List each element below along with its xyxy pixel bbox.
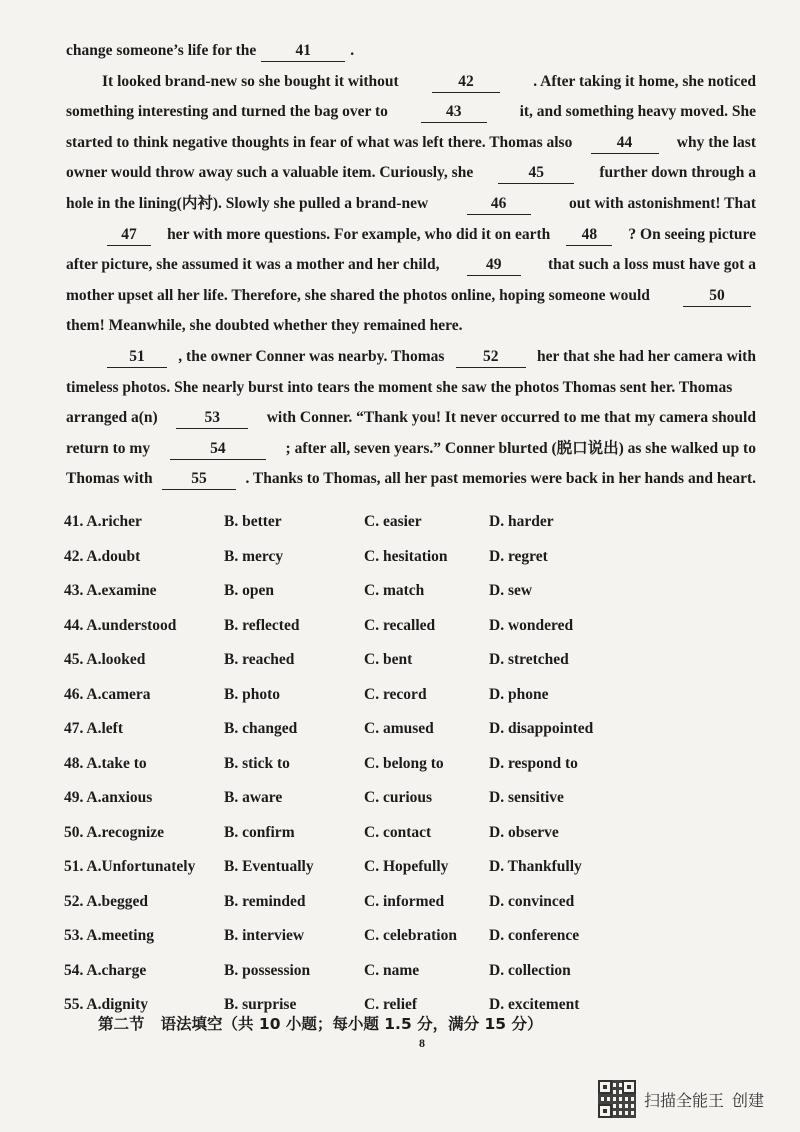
- passage-text: started to think negative thoughts in fear of what was left there. Thomas also: [66, 133, 573, 151]
- watermark-app-name: 扫描全能王: [644, 1090, 725, 1110]
- option-text: changed: [242, 720, 298, 737]
- passage-line: [66, 403, 756, 434]
- option-d: D. disappointed: [489, 720, 594, 737]
- passage-text: arranged a(n): [66, 409, 158, 427]
- section-label: 第二节: [98, 1015, 145, 1033]
- option-text: Thankfully: [507, 858, 582, 875]
- passage-line: [66, 158, 756, 189]
- option-text: sew: [507, 582, 533, 599]
- passage-text: out with astonishment! That: [568, 194, 756, 212]
- passage-text: It looked brand-new so she bought it without: [102, 72, 399, 90]
- passage-line: [66, 434, 756, 465]
- blank-48: 48: [566, 225, 612, 246]
- blank-46: 46: [467, 194, 531, 215]
- passage-line: [66, 36, 756, 67]
- option-text: richer: [101, 513, 142, 530]
- option-text: bent: [382, 651, 413, 668]
- passage-text: her that she had her camera with: [536, 347, 756, 365]
- option-row-52: [64, 885, 764, 920]
- option-text: easier: [382, 513, 422, 530]
- option-text: match: [382, 582, 425, 599]
- scanner-watermark: [598, 1080, 764, 1118]
- option-a: 52. A.begged: [64, 892, 148, 910]
- option-text: dignity: [101, 996, 148, 1013]
- passage-text: further down through a: [599, 164, 756, 182]
- option-text: excitement: [507, 996, 580, 1013]
- blank-45: 45: [498, 163, 574, 184]
- option-a: 50. A.recognize: [64, 823, 165, 841]
- option-row-48: [64, 747, 764, 782]
- passage-text: owner would throw away such a valuable item. Curiously, she: [66, 164, 474, 182]
- option-d: D. regret: [489, 547, 548, 565]
- option-b: B. mercy: [224, 547, 284, 565]
- watermark-action: 创建: [732, 1090, 765, 1110]
- option-text: conference: [507, 927, 580, 944]
- blank-54: 54: [170, 439, 266, 460]
- option-b: B. Eventually: [224, 858, 314, 875]
- option-text: wondered: [507, 616, 574, 634]
- option-a: 51. A.Unfortunately: [64, 858, 196, 875]
- passage-text: . After taking it home, she noticed: [533, 72, 756, 90]
- option-c: C. name: [364, 961, 420, 979]
- option-text: charge: [101, 961, 147, 979]
- option-row-45: [64, 643, 764, 678]
- option-c: C. recalled: [364, 616, 436, 634]
- option-text: stretched: [507, 651, 569, 668]
- passage-line: [66, 67, 756, 98]
- passage-text: mother upset all her life. Therefore, she shared the photos online, hoping someone would: [66, 286, 650, 304]
- passage-text: .: [350, 42, 355, 59]
- option-b: B. aware: [224, 789, 283, 806]
- passage-text: with Conner. “Thank you! It never occurred to me that my camera should: [266, 409, 756, 427]
- option-a: 53. A.meeting: [64, 927, 154, 944]
- option-text: reminded: [242, 892, 306, 910]
- blank-49: 49: [467, 255, 521, 276]
- passage-line: [66, 342, 756, 373]
- option-d: D. wondered: [489, 616, 574, 634]
- option-row-50: [64, 816, 764, 851]
- option-a: 49. A.anxious: [64, 789, 153, 806]
- passage-text: . Thanks to Thomas, all her past memories were back in her hands and heart.: [245, 470, 756, 488]
- option-d: D. phone: [489, 685, 549, 703]
- cloze-passage: [66, 36, 756, 495]
- option-c: C. relief: [364, 996, 418, 1013]
- blank-44: 44: [591, 133, 659, 154]
- option-b: B. reflected: [224, 616, 300, 634]
- option-a: 46. A.camera: [64, 685, 151, 703]
- option-text: curious: [382, 789, 433, 806]
- option-c: C. contact: [364, 823, 432, 841]
- blank-47: 47: [107, 225, 151, 246]
- option-a: 48. A.take to: [64, 754, 147, 772]
- option-b: B. possession: [224, 961, 311, 979]
- blank-43: 43: [421, 102, 487, 123]
- passage-line: [66, 373, 756, 404]
- option-text: harder: [507, 513, 554, 530]
- passage-text: timeless photos. She nearly burst into tears the moment she saw the photos Thomas sent her. Thomas: [66, 378, 733, 396]
- option-text: better: [242, 513, 282, 530]
- blank-51: 51: [107, 347, 167, 368]
- passage-text: that such a loss must have got a: [548, 256, 756, 274]
- option-text: convinced: [507, 892, 575, 910]
- option-text: anxious: [101, 789, 153, 806]
- option-text: begged: [101, 892, 148, 910]
- blank-50: 50: [683, 286, 751, 307]
- option-row-44: [64, 609, 764, 644]
- option-text: possession: [242, 961, 311, 979]
- option-b: B. confirm: [224, 823, 295, 841]
- option-a: 54. A.charge: [64, 961, 147, 979]
- option-row-49: [64, 781, 764, 816]
- option-text: open: [242, 582, 274, 599]
- option-d: D. observe: [489, 823, 559, 841]
- option-text: understood: [101, 616, 177, 634]
- option-d: D. sensitive: [489, 789, 564, 806]
- option-c: C. informed: [364, 892, 445, 910]
- option-text: meeting: [101, 927, 154, 944]
- option-c: C. hesitation: [364, 547, 448, 565]
- option-text: recalled: [382, 616, 436, 634]
- option-c: C. easier: [364, 513, 422, 530]
- option-b: B. reminded: [224, 892, 306, 910]
- option-b: B. open: [224, 582, 274, 599]
- blank-53: 53: [176, 408, 248, 429]
- option-text: camera: [101, 685, 151, 703]
- option-c: C. celebration: [364, 927, 457, 944]
- passage-line: [66, 189, 756, 220]
- section-heading: [98, 1012, 543, 1034]
- section-title: 语法填空（共 10 小题；每小题 1.5 分，满分 15 分）: [160, 1015, 543, 1033]
- passage-text: ? On seeing picture: [628, 225, 756, 243]
- option-b: B. changed: [224, 720, 298, 737]
- option-c: C. amused: [364, 720, 434, 737]
- option-text: regret: [507, 547, 548, 565]
- option-b: B. photo: [224, 685, 280, 703]
- option-d: D. respond to: [489, 754, 578, 772]
- option-text: belong to: [382, 754, 444, 772]
- option-text: phone: [507, 685, 549, 703]
- option-text: sensitive: [507, 789, 564, 806]
- passage-line: [66, 97, 756, 128]
- option-text: respond to: [507, 754, 578, 772]
- option-text: name: [382, 961, 420, 979]
- option-d: D. Thankfully: [489, 858, 582, 875]
- passage-line: [66, 128, 756, 159]
- option-b: B. stick to: [224, 754, 290, 772]
- blank-55: 55: [162, 469, 236, 490]
- passage-line: [66, 464, 756, 495]
- option-c: C. record: [364, 685, 427, 703]
- option-c: C. bent: [364, 651, 413, 668]
- option-b: B. better: [224, 513, 282, 530]
- passage-line: [66, 281, 756, 312]
- option-c: C. Hopefully: [364, 858, 449, 875]
- option-row-54: [64, 954, 764, 989]
- option-c: C. belong to: [364, 754, 444, 772]
- option-b: B. interview: [224, 927, 305, 944]
- option-text: reflected: [242, 616, 300, 634]
- option-text: record: [382, 685, 427, 703]
- option-a: 42. A.doubt: [64, 547, 141, 565]
- passage-text: change someone’s life for the: [66, 42, 257, 59]
- option-a: 45. A.looked: [64, 651, 146, 668]
- option-a: 41. A.richer: [64, 513, 142, 530]
- passage-text: after picture, she assumed it was a mother and her child,: [66, 256, 440, 274]
- passage-text: why the last: [676, 133, 756, 151]
- passage-text: something interesting and turned the bag over to: [66, 103, 388, 121]
- option-text: looked: [101, 651, 146, 668]
- option-d: D. harder: [489, 513, 554, 530]
- passage-text: it, and something heavy moved. She: [519, 103, 756, 121]
- option-text: reached: [242, 651, 295, 668]
- option-text: examine: [101, 582, 157, 599]
- option-row-43: [64, 574, 764, 609]
- option-text: celebration: [382, 927, 457, 944]
- option-text: confirm: [242, 823, 295, 841]
- option-text: stick to: [242, 754, 290, 772]
- passage-text: hole in the lining(内衬). Slowly she pulled a brand-new: [66, 194, 429, 212]
- option-row-42: [64, 540, 764, 575]
- option-text: informed: [382, 892, 445, 910]
- blank-42: 42: [432, 72, 500, 93]
- option-text: left: [101, 720, 123, 737]
- option-text: photo: [242, 685, 280, 703]
- option-row-51: [64, 850, 764, 885]
- option-text: collection: [507, 961, 571, 979]
- option-d: D. collection: [489, 961, 571, 979]
- passage-line: [66, 250, 756, 281]
- option-a: 43. A.examine: [64, 582, 157, 599]
- option-b: B. reached: [224, 651, 295, 668]
- option-text: mercy: [242, 547, 284, 565]
- option-text: recognize: [101, 823, 165, 841]
- option-text: aware: [242, 789, 283, 806]
- blank-41: 41: [261, 41, 345, 62]
- option-text: contact: [382, 823, 432, 841]
- passage-text: her with more questions. For example, who did it on earth: [167, 225, 551, 243]
- passage-text: ; after all, seven years.” Conner blurted (脱口说出) as she walked up to: [285, 439, 756, 457]
- option-d: D. conference: [489, 927, 580, 944]
- option-a: 55. A.dignity: [64, 996, 148, 1013]
- option-text: disappointed: [507, 720, 594, 737]
- blank-52: 52: [456, 347, 526, 368]
- qr-code-icon: [598, 1080, 636, 1118]
- passage-text: , the owner Conner was nearby. Thomas: [178, 347, 445, 365]
- option-text: take to: [101, 754, 147, 772]
- option-text: Hopefully: [382, 858, 449, 875]
- option-text: hesitation: [382, 547, 448, 565]
- option-d: D. excitement: [489, 996, 580, 1013]
- option-text: Unfortunately: [101, 858, 196, 875]
- passage-text: Thomas with: [66, 470, 153, 488]
- option-d: D. convinced: [489, 892, 575, 910]
- watermark-text: [644, 1088, 764, 1111]
- option-row-46: [64, 678, 764, 713]
- page-number: 8: [419, 1036, 425, 1050]
- option-text: interview: [242, 927, 305, 944]
- option-row-53: [64, 919, 764, 954]
- option-d: D. sew: [489, 582, 533, 599]
- option-text: observe: [507, 823, 559, 841]
- passage-text: them! Meanwhile, she doubted whether they remained here.: [66, 317, 463, 335]
- option-c: C. match: [364, 582, 425, 599]
- option-text: amused: [382, 720, 434, 737]
- option-d: D. stretched: [489, 651, 569, 668]
- passage-line: [66, 220, 756, 251]
- option-text: relief: [382, 996, 418, 1013]
- option-text: doubt: [101, 547, 141, 565]
- passage-text: return to my: [66, 439, 151, 457]
- option-text: surprise: [242, 996, 297, 1013]
- option-row-47: [64, 712, 764, 747]
- option-text: Eventually: [242, 858, 314, 875]
- option-c: C. curious: [364, 789, 433, 806]
- passage-line: [66, 311, 756, 342]
- answer-options: [64, 505, 764, 1023]
- option-a: 47. A.left: [64, 720, 123, 737]
- option-b: B. surprise: [224, 996, 297, 1013]
- option-a: 44. A.understood: [64, 616, 177, 634]
- option-row-41: [64, 505, 764, 540]
